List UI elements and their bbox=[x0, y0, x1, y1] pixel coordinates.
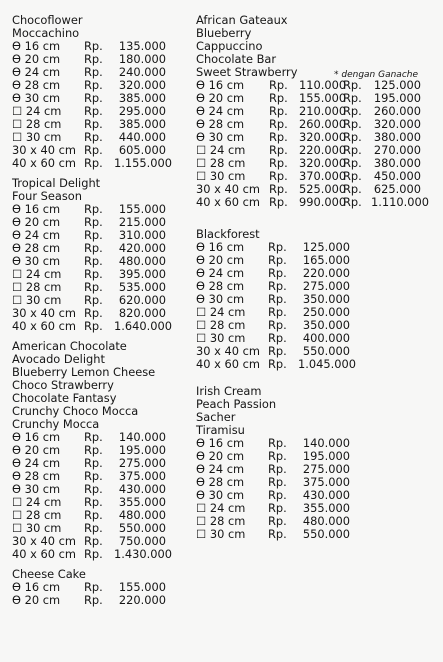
size-label: ☐ 30 cm bbox=[196, 331, 246, 345]
currency-label: Rp. bbox=[268, 292, 287, 306]
size-label: 30 x 40 cm bbox=[12, 306, 76, 320]
cake-group bbox=[12, 176, 172, 333]
cake-name: Crunchy Mocca bbox=[12, 417, 100, 431]
currency-label: Rp. bbox=[343, 143, 362, 157]
price-value: 140.000 bbox=[302, 436, 350, 450]
currency-label: Rp. bbox=[343, 130, 362, 144]
currency-label: Rp. bbox=[84, 593, 103, 607]
currency-label: Rp. bbox=[84, 293, 103, 307]
price-value: 250.000 bbox=[302, 305, 350, 319]
size-label: ϴ 20 cm bbox=[12, 215, 61, 229]
price-row bbox=[196, 357, 356, 371]
price-value: 400.000 bbox=[302, 331, 350, 345]
price-value: 155.000 bbox=[118, 202, 166, 216]
currency-label: Rp. bbox=[84, 495, 103, 509]
size-label: ☐ 30 cm bbox=[12, 521, 62, 535]
price-value: 480.000 bbox=[118, 508, 166, 522]
ganache-note: * dengan Ganache bbox=[334, 70, 419, 80]
size-label: 40 x 60 cm bbox=[12, 319, 76, 333]
price-value: 195.000 bbox=[302, 449, 350, 463]
price-value: 220.000 bbox=[302, 266, 350, 280]
cake-name: Cappuccino bbox=[196, 39, 263, 53]
currency-label: Rp. bbox=[343, 156, 362, 170]
cake-name: Chocoflower bbox=[12, 13, 83, 27]
price-value: 350.000 bbox=[302, 318, 350, 332]
price-value: 295.000 bbox=[118, 104, 166, 118]
price-value: 550.000 bbox=[302, 527, 350, 541]
cake-name: Crunchy Choco Mocca bbox=[12, 404, 139, 418]
price-row bbox=[12, 594, 166, 607]
cake-name: Peach Passion bbox=[196, 397, 277, 411]
currency-label: Rp. bbox=[84, 117, 103, 131]
price-value: 385.000 bbox=[118, 117, 166, 131]
size-label: 30 x 40 cm bbox=[196, 182, 260, 196]
price-value: 140.000 bbox=[118, 430, 166, 444]
currency-label: Rp. bbox=[269, 169, 288, 183]
currency-label: Rp. bbox=[84, 319, 103, 333]
cake-name: African Gateaux bbox=[196, 13, 288, 27]
price-row bbox=[12, 319, 172, 333]
currency-label: Rp. bbox=[84, 443, 103, 457]
size-label: ϴ 30 cm bbox=[12, 254, 61, 268]
currency-label: Rp. bbox=[84, 534, 103, 548]
price-value: 535.000 bbox=[118, 280, 166, 294]
size-label: ϴ 20 cm bbox=[196, 91, 245, 105]
size-label: ☐ 24 cm bbox=[196, 501, 246, 515]
price-value: 550.000 bbox=[118, 521, 166, 535]
price-value: 275.000 bbox=[302, 462, 350, 476]
size-label: ϴ 28 cm bbox=[12, 241, 61, 255]
currency-label: Rp. bbox=[84, 267, 103, 281]
price-value: 355.000 bbox=[302, 501, 350, 515]
currency-label: Rp. bbox=[268, 240, 287, 254]
currency-label: Rp. bbox=[343, 182, 362, 196]
cake-name: Tiramisu bbox=[196, 423, 245, 437]
left-column bbox=[12, 13, 172, 607]
currency-label: Rp. bbox=[84, 156, 103, 170]
currency-label: Rp. bbox=[269, 117, 288, 131]
currency-label: Rp. bbox=[84, 521, 103, 535]
cake-name: Tropical Delight bbox=[12, 176, 101, 190]
currency-label: Rp. bbox=[268, 501, 287, 515]
currency-label: Rp. bbox=[268, 514, 287, 528]
price-value: 370.000 bbox=[299, 169, 347, 183]
currency-label: Rp. bbox=[268, 318, 287, 332]
price-value: 180.000 bbox=[118, 52, 166, 66]
price-value: 450.000 bbox=[373, 169, 421, 183]
currency-label: Rp. bbox=[269, 91, 288, 105]
size-label: ☐ 24 cm bbox=[12, 104, 62, 118]
currency-label: Rp. bbox=[343, 104, 362, 118]
cake-name: Moccachino bbox=[12, 26, 80, 40]
size-label: ϴ 28 cm bbox=[196, 475, 245, 489]
price-value: 135.000 bbox=[118, 39, 166, 53]
price-value: 395.000 bbox=[118, 267, 166, 281]
currency-label: Rp. bbox=[268, 449, 287, 463]
price-value: 310.000 bbox=[118, 228, 166, 242]
price-row bbox=[196, 528, 350, 541]
cake-name: Chocolate Bar bbox=[196, 52, 277, 66]
price-value: 110.000 bbox=[299, 78, 347, 92]
price-row bbox=[12, 156, 172, 170]
currency-label: Rp. bbox=[343, 169, 362, 183]
price-value: 220.000 bbox=[118, 593, 166, 607]
currency-label: Rp. bbox=[268, 488, 287, 502]
currency-label: Rp. bbox=[268, 462, 287, 476]
currency-label: Rp. bbox=[84, 547, 103, 561]
size-label: ☐ 30 cm bbox=[196, 169, 246, 183]
price-value: 275.000 bbox=[302, 279, 350, 293]
size-label: ☐ 30 cm bbox=[12, 293, 62, 307]
size-label: 30 x 40 cm bbox=[12, 534, 76, 548]
price-value: 480.000 bbox=[118, 254, 166, 268]
price-value: 385.000 bbox=[118, 91, 166, 105]
price-value: 195.000 bbox=[373, 91, 421, 105]
currency-label: Rp. bbox=[343, 91, 362, 105]
size-label: ☐ 30 cm bbox=[12, 130, 62, 144]
cake-group bbox=[12, 339, 172, 561]
currency-label: Rp. bbox=[343, 195, 362, 209]
cake-name: Avocado Delight bbox=[12, 352, 105, 366]
size-label: ☐ 30 cm bbox=[196, 527, 246, 541]
price-value: 1.155.000 bbox=[114, 156, 172, 170]
cake-name: Sweet Strawberry bbox=[196, 65, 298, 79]
price-value: 320.000 bbox=[373, 117, 421, 131]
size-label: ϴ 24 cm bbox=[12, 65, 61, 79]
size-label: ϴ 16 cm bbox=[12, 39, 61, 53]
cake-name: American Chocolate bbox=[12, 339, 127, 353]
currency-label: Rp. bbox=[84, 215, 103, 229]
currency-label: Rp. bbox=[268, 344, 287, 358]
currency-label: Rp. bbox=[269, 130, 288, 144]
size-label: ϴ 30 cm bbox=[196, 488, 245, 502]
price-value: 260.000 bbox=[299, 117, 347, 131]
currency-label: Rp. bbox=[84, 78, 103, 92]
price-value: 320.000 bbox=[299, 130, 347, 144]
size-label: 40 x 60 cm bbox=[196, 195, 260, 209]
size-label: ϴ 24 cm bbox=[196, 104, 245, 118]
size-label: ϴ 28 cm bbox=[12, 78, 61, 92]
currency-label: Rp. bbox=[84, 456, 103, 470]
currency-label: Rp. bbox=[268, 266, 287, 280]
size-label: 40 x 60 cm bbox=[12, 547, 76, 561]
size-label: ϴ 16 cm bbox=[12, 580, 61, 594]
price-value: 240.000 bbox=[118, 65, 166, 79]
currency-label: Rp. bbox=[84, 65, 103, 79]
right-column bbox=[196, 227, 356, 541]
price-value: 480.000 bbox=[302, 514, 350, 528]
size-label: 40 x 60 cm bbox=[12, 156, 76, 170]
price-value: 355.000 bbox=[118, 495, 166, 509]
section-gap bbox=[196, 371, 350, 385]
currency-label: Rp. bbox=[84, 228, 103, 242]
currency-label: Rp. bbox=[84, 254, 103, 268]
price-value: 320.000 bbox=[299, 156, 347, 170]
size-label: ϴ 28 cm bbox=[12, 469, 61, 483]
price-value: 990.000 bbox=[299, 195, 347, 209]
cake-name: Sacher bbox=[196, 410, 236, 424]
cake-group bbox=[196, 227, 356, 371]
cake-group bbox=[196, 13, 429, 209]
price-value: 750.000 bbox=[118, 534, 166, 548]
currency-label: Rp. bbox=[84, 482, 103, 496]
size-label: ☐ 24 cm bbox=[196, 143, 246, 157]
price-value: 440.000 bbox=[118, 130, 166, 144]
currency-label: Rp. bbox=[84, 104, 103, 118]
size-label: ϴ 16 cm bbox=[12, 202, 61, 216]
cake-name: Cheese Cake bbox=[12, 567, 86, 581]
cake-name: Blueberry bbox=[196, 26, 252, 40]
price-value: 380.000 bbox=[373, 156, 421, 170]
size-label: ϴ 16 cm bbox=[196, 240, 245, 254]
price-value: 210.000 bbox=[299, 104, 347, 118]
price-value: 320.000 bbox=[118, 78, 166, 92]
size-label: ϴ 16 cm bbox=[196, 436, 245, 450]
currency-label: Rp. bbox=[269, 156, 288, 170]
currency-label: Rp. bbox=[84, 306, 103, 320]
size-label: ☐ 28 cm bbox=[196, 156, 246, 170]
price-value: 270.000 bbox=[373, 143, 421, 157]
price-value: 1.045.000 bbox=[298, 357, 356, 371]
size-label: ϴ 30 cm bbox=[12, 91, 61, 105]
size-label: 30 x 40 cm bbox=[12, 143, 76, 157]
size-label: ☐ 24 cm bbox=[12, 267, 62, 281]
currency-label: Rp. bbox=[268, 357, 287, 371]
currency-label: Rp. bbox=[269, 182, 288, 196]
size-label: ϴ 24 cm bbox=[12, 228, 61, 242]
gateaux-section bbox=[196, 13, 429, 209]
size-label: ϴ 30 cm bbox=[12, 482, 61, 496]
size-label: ϴ 24 cm bbox=[196, 266, 245, 280]
price-value: 620.000 bbox=[118, 293, 166, 307]
size-label: ϴ 28 cm bbox=[196, 117, 245, 131]
currency-label: Rp. bbox=[268, 527, 287, 541]
size-label: ☐ 28 cm bbox=[196, 514, 246, 528]
cake-name: Chocolate Fantasy bbox=[12, 391, 117, 405]
size-label: ϴ 30 cm bbox=[196, 292, 245, 306]
size-label: 30 x 40 cm bbox=[196, 344, 260, 358]
currency-label: Rp. bbox=[269, 78, 288, 92]
price-value: 275.000 bbox=[118, 456, 166, 470]
currency-label: Rp. bbox=[84, 39, 103, 53]
currency-label: Rp. bbox=[84, 143, 103, 157]
cake-name: Irish Cream bbox=[196, 384, 262, 398]
price-value: 820.000 bbox=[118, 306, 166, 320]
currency-label: Rp. bbox=[269, 143, 288, 157]
price-value: 155.000 bbox=[299, 91, 347, 105]
size-label: ϴ 16 cm bbox=[196, 78, 245, 92]
price-value: 625.000 bbox=[373, 182, 421, 196]
price-value: 375.000 bbox=[118, 469, 166, 483]
price-value: 155.000 bbox=[118, 580, 166, 594]
price-value: 550.000 bbox=[302, 344, 350, 358]
price-value: 430.000 bbox=[302, 488, 350, 502]
size-label: ϴ 20 cm bbox=[12, 52, 61, 66]
currency-label: Rp. bbox=[268, 331, 287, 345]
currency-label: Rp. bbox=[84, 202, 103, 216]
price-value: 125.000 bbox=[373, 78, 421, 92]
cake-group bbox=[12, 568, 166, 607]
currency-label: Rp. bbox=[343, 78, 362, 92]
currency-label: Rp. bbox=[84, 91, 103, 105]
price-value: 605.000 bbox=[118, 143, 166, 157]
currency-label: Rp. bbox=[84, 508, 103, 522]
size-label: ϴ 20 cm bbox=[196, 449, 245, 463]
cake-group bbox=[12, 13, 172, 170]
price-value: 350.000 bbox=[302, 292, 350, 306]
currency-label: Rp. bbox=[84, 280, 103, 294]
cake-name: Blackforest bbox=[196, 227, 260, 241]
price-value: 420.000 bbox=[118, 241, 166, 255]
price-value: 430.000 bbox=[118, 482, 166, 496]
price-value: 165.000 bbox=[302, 253, 350, 267]
price-value: 1.110.000 bbox=[371, 195, 429, 209]
size-label: ϴ 24 cm bbox=[196, 462, 245, 476]
price-value: 375.000 bbox=[302, 475, 350, 489]
size-label: ☐ 24 cm bbox=[12, 495, 62, 509]
price-value: 1.640.000 bbox=[114, 319, 172, 333]
size-label: ϴ 20 cm bbox=[196, 253, 245, 267]
size-label: ☐ 28 cm bbox=[12, 117, 62, 131]
currency-label: Rp. bbox=[84, 241, 103, 255]
price-value: 525.000 bbox=[299, 182, 347, 196]
currency-label: Rp. bbox=[268, 305, 287, 319]
price-row bbox=[196, 195, 429, 209]
price-row bbox=[12, 547, 172, 561]
size-label: ϴ 16 cm bbox=[12, 430, 61, 444]
price-value: 1.430.000 bbox=[114, 547, 172, 561]
currency-label: Rp. bbox=[269, 104, 288, 118]
cake-name: Four Season bbox=[12, 189, 82, 203]
currency-label: Rp. bbox=[84, 130, 103, 144]
cake-group bbox=[196, 385, 350, 541]
size-label: ☐ 28 cm bbox=[196, 318, 246, 332]
currency-label: Rp. bbox=[343, 117, 362, 131]
price-value: 380.000 bbox=[373, 130, 421, 144]
price-value: 125.000 bbox=[302, 240, 350, 254]
size-label: ϴ 28 cm bbox=[196, 279, 245, 293]
size-label: ϴ 30 cm bbox=[196, 130, 245, 144]
size-label: ☐ 24 cm bbox=[196, 305, 246, 319]
price-value: 260.000 bbox=[373, 104, 421, 118]
currency-label: Rp. bbox=[268, 475, 287, 489]
cake-name: Choco Strawberry bbox=[12, 378, 114, 392]
currency-label: Rp. bbox=[84, 469, 103, 483]
price-value: 220.000 bbox=[299, 143, 347, 157]
size-label: ϴ 20 cm bbox=[12, 443, 61, 457]
size-label: ☐ 28 cm bbox=[12, 280, 62, 294]
cake-name: Blueberry Lemon Cheese bbox=[12, 365, 156, 379]
currency-label: Rp. bbox=[268, 253, 287, 267]
currency-label: Rp. bbox=[268, 436, 287, 450]
size-label: ☐ 28 cm bbox=[12, 508, 62, 522]
currency-label: Rp. bbox=[84, 52, 103, 66]
price-value: 215.000 bbox=[118, 215, 166, 229]
currency-label: Rp. bbox=[268, 279, 287, 293]
size-label: 40 x 60 cm bbox=[196, 357, 260, 371]
size-label: ϴ 24 cm bbox=[12, 456, 61, 470]
currency-label: Rp. bbox=[84, 580, 103, 594]
currency-label: Rp. bbox=[84, 430, 103, 444]
currency-label: Rp. bbox=[269, 195, 288, 209]
price-value: 195.000 bbox=[118, 443, 166, 457]
size-label: ϴ 20 cm bbox=[12, 593, 61, 607]
